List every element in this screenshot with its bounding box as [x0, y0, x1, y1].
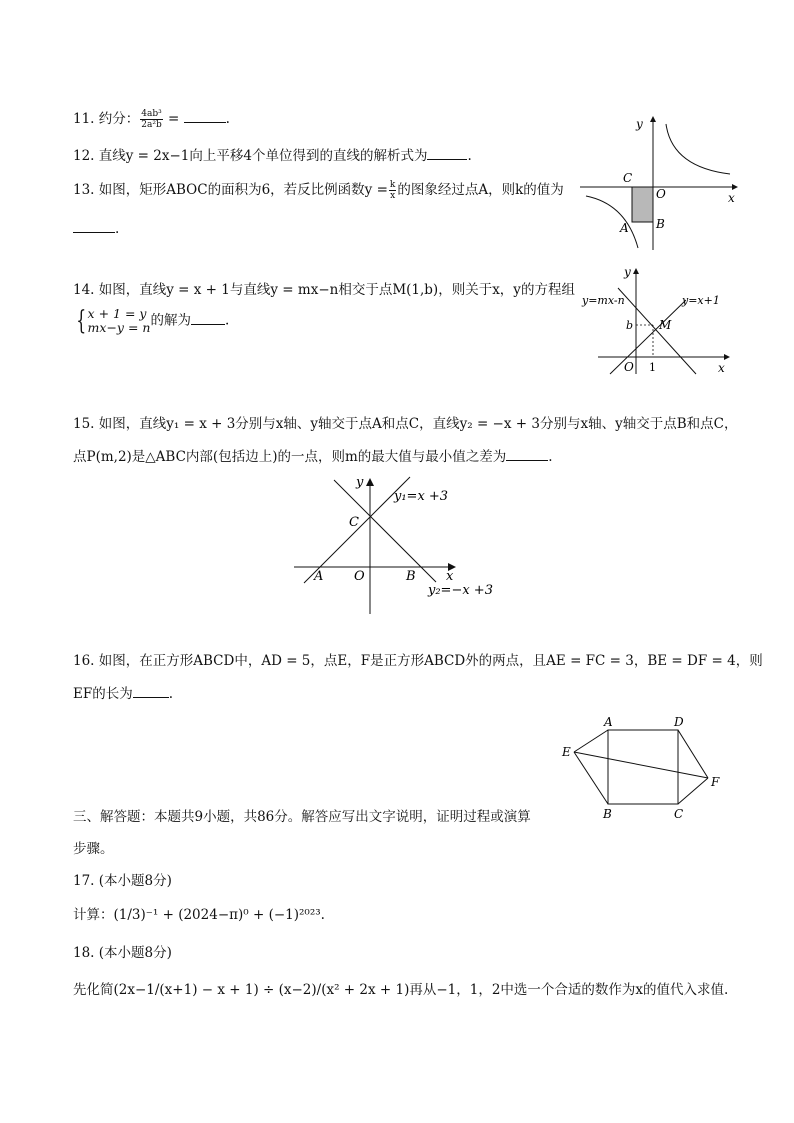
- segment-ae: [574, 730, 608, 752]
- section-3-line2: 步骤。: [73, 841, 114, 857]
- q15-line2: 点P(m,2)是△ABC内部(包括边上)的一点，则m的最大值与最小值之差为: [73, 449, 507, 465]
- q13-text-a: 13. 如图，矩形ABOC的面积为6，若反比例函数y =: [73, 182, 388, 198]
- label-o: O: [624, 360, 634, 374]
- q12-text: 12. 直线y = 2x−1向上平移4个单位得到的直线的解析式为: [73, 148, 428, 164]
- question-16-line2: EF的长为 .: [73, 683, 173, 703]
- q16-line2: EF的长为: [73, 686, 133, 702]
- question-14-system: { x + 1 = y mx−y = n 的解为 .: [76, 306, 230, 336]
- question-11: 11. 约分： $\frac{\text{4ab³}}{\text{2a²b}}$ = .: [73, 109, 230, 130]
- q11-eq: =: [168, 111, 180, 127]
- figure-15-triangle: [290, 472, 520, 617]
- answer-blank: [427, 145, 467, 160]
- question-15-line2: 点P(m,2)是△ABC内部(包括边上)的一点，则m的最大值与最小值之差为 .: [73, 446, 553, 466]
- q16-line1: 16. 如图，在正方形ABCD中，AD = 5，点E，F是正方形ABCD外的两点，且AE = FC = 3，BE = DF = 4，则: [73, 653, 763, 669]
- x-axis-arrow: [732, 184, 738, 190]
- equation-system: x + 1 = y mx−y = n: [87, 306, 151, 335]
- q14-tail: 的解为: [150, 312, 191, 329]
- label-y: y: [636, 117, 643, 131]
- question-15-line1: [73, 415, 737, 433]
- square-abcd: [608, 730, 678, 804]
- question-14: [73, 281, 575, 299]
- question-13-answer-line: .: [73, 218, 119, 238]
- answer-blank: [506, 446, 548, 461]
- line-y-x-plus-1: [610, 300, 686, 374]
- answer-blank: [191, 310, 225, 325]
- label-b: B: [656, 217, 665, 231]
- label-y: y: [356, 475, 364, 490]
- label-a: A: [620, 221, 629, 235]
- label-y1: y₁=x +3: [394, 489, 449, 504]
- label-o: O: [354, 569, 365, 584]
- label-line-x-plus-1: y=x+1: [682, 294, 720, 307]
- label-c: C: [349, 515, 359, 530]
- question-13: [73, 180, 564, 201]
- q14-text: 14. 如图，直线y = x + 1与直线y = mx−n相交于点M(1,b)，则关于x，y的方程组: [73, 282, 575, 298]
- q18-expression: 先化简(2x−1/(x+1) − x + 1) ÷ (x−2)/(x² + 2x + 1)再从−1，1，2中选一个合适的数作为x的值代入求值.: [73, 982, 729, 998]
- section-3-heading: [73, 808, 531, 826]
- label-b: b: [626, 319, 634, 332]
- question-12: 12. 直线y = 2x−1向上平移4个单位得到的直线的解析式为 .: [73, 145, 472, 165]
- label-x: x: [718, 361, 725, 375]
- label-b: B: [406, 569, 416, 584]
- section-3-heading-cont: [73, 840, 114, 858]
- question-17-title: 17. (本小题8分): [73, 873, 172, 889]
- x-axis-arrow: [724, 354, 730, 360]
- q13-fraction: $\frac{k}{x}$: [389, 180, 396, 201]
- label-e: E: [562, 745, 571, 759]
- answer-blank: [133, 683, 169, 698]
- y-axis-arrow: [633, 268, 639, 274]
- system-brace: {: [76, 306, 87, 336]
- figure-14-lines: [578, 262, 738, 382]
- y-axis-arrow: [366, 478, 374, 486]
- segment-be: [574, 752, 608, 804]
- shaded-rectangle-abco: [632, 187, 653, 222]
- section-3-line1: 三、解答题：本题共9小题，共86分。解答应写出文字说明，证明过程或演算: [73, 809, 531, 825]
- label-y: y: [624, 265, 631, 279]
- question-16-line1: [73, 652, 763, 670]
- answer-blank: [73, 218, 115, 233]
- label-m: M: [659, 318, 672, 332]
- label-x: x: [728, 191, 735, 205]
- label-a: A: [314, 569, 324, 584]
- q15-line1: 15. 如图，直线y₁ = x + 3分别与x轴、y轴交于点A和点C，直线y₂ = −x + 3分别与x轴、y轴交于点B和点C，: [73, 416, 738, 432]
- q11-fraction: $\frac{\text{4ab³}}{\text{2a²b}}$: [141, 109, 162, 130]
- label-f: F: [711, 775, 720, 789]
- label-c: C: [623, 171, 633, 185]
- segment-ef: [574, 752, 708, 778]
- q17-expression: 计算：(1/3)⁻¹ + (2024−π)⁰ + (−1)²⁰²³.: [73, 907, 325, 923]
- label-line-mx-n: y=mx-n: [582, 294, 625, 307]
- question-18-title: 18. (本小题8分): [73, 945, 172, 961]
- label-a: A: [604, 715, 613, 729]
- segment-df: [678, 730, 708, 778]
- label-y2: y₂=−x +3: [428, 583, 493, 598]
- figure-13-hyperbola: [580, 112, 740, 252]
- label-x: x: [446, 569, 454, 584]
- question-18-body: [73, 981, 728, 999]
- label-1: 1: [649, 361, 656, 374]
- q11-prefix: 11. 约分：: [73, 111, 140, 127]
- figure-16-square: [556, 710, 732, 826]
- label-c: C: [674, 807, 684, 821]
- label-b: B: [603, 807, 612, 821]
- hyperbola-branch-q3: [586, 196, 638, 248]
- y-axis-arrow: [650, 116, 656, 122]
- segment-cf: [678, 778, 708, 804]
- label-o: O: [656, 187, 666, 201]
- hyperbola-branch-q1: [666, 124, 730, 174]
- q13-text-b: 的图象经过点A，则k的值为: [397, 182, 564, 198]
- label-d: D: [674, 715, 684, 729]
- question-17-body: [73, 906, 325, 924]
- answer-blank: [184, 108, 226, 123]
